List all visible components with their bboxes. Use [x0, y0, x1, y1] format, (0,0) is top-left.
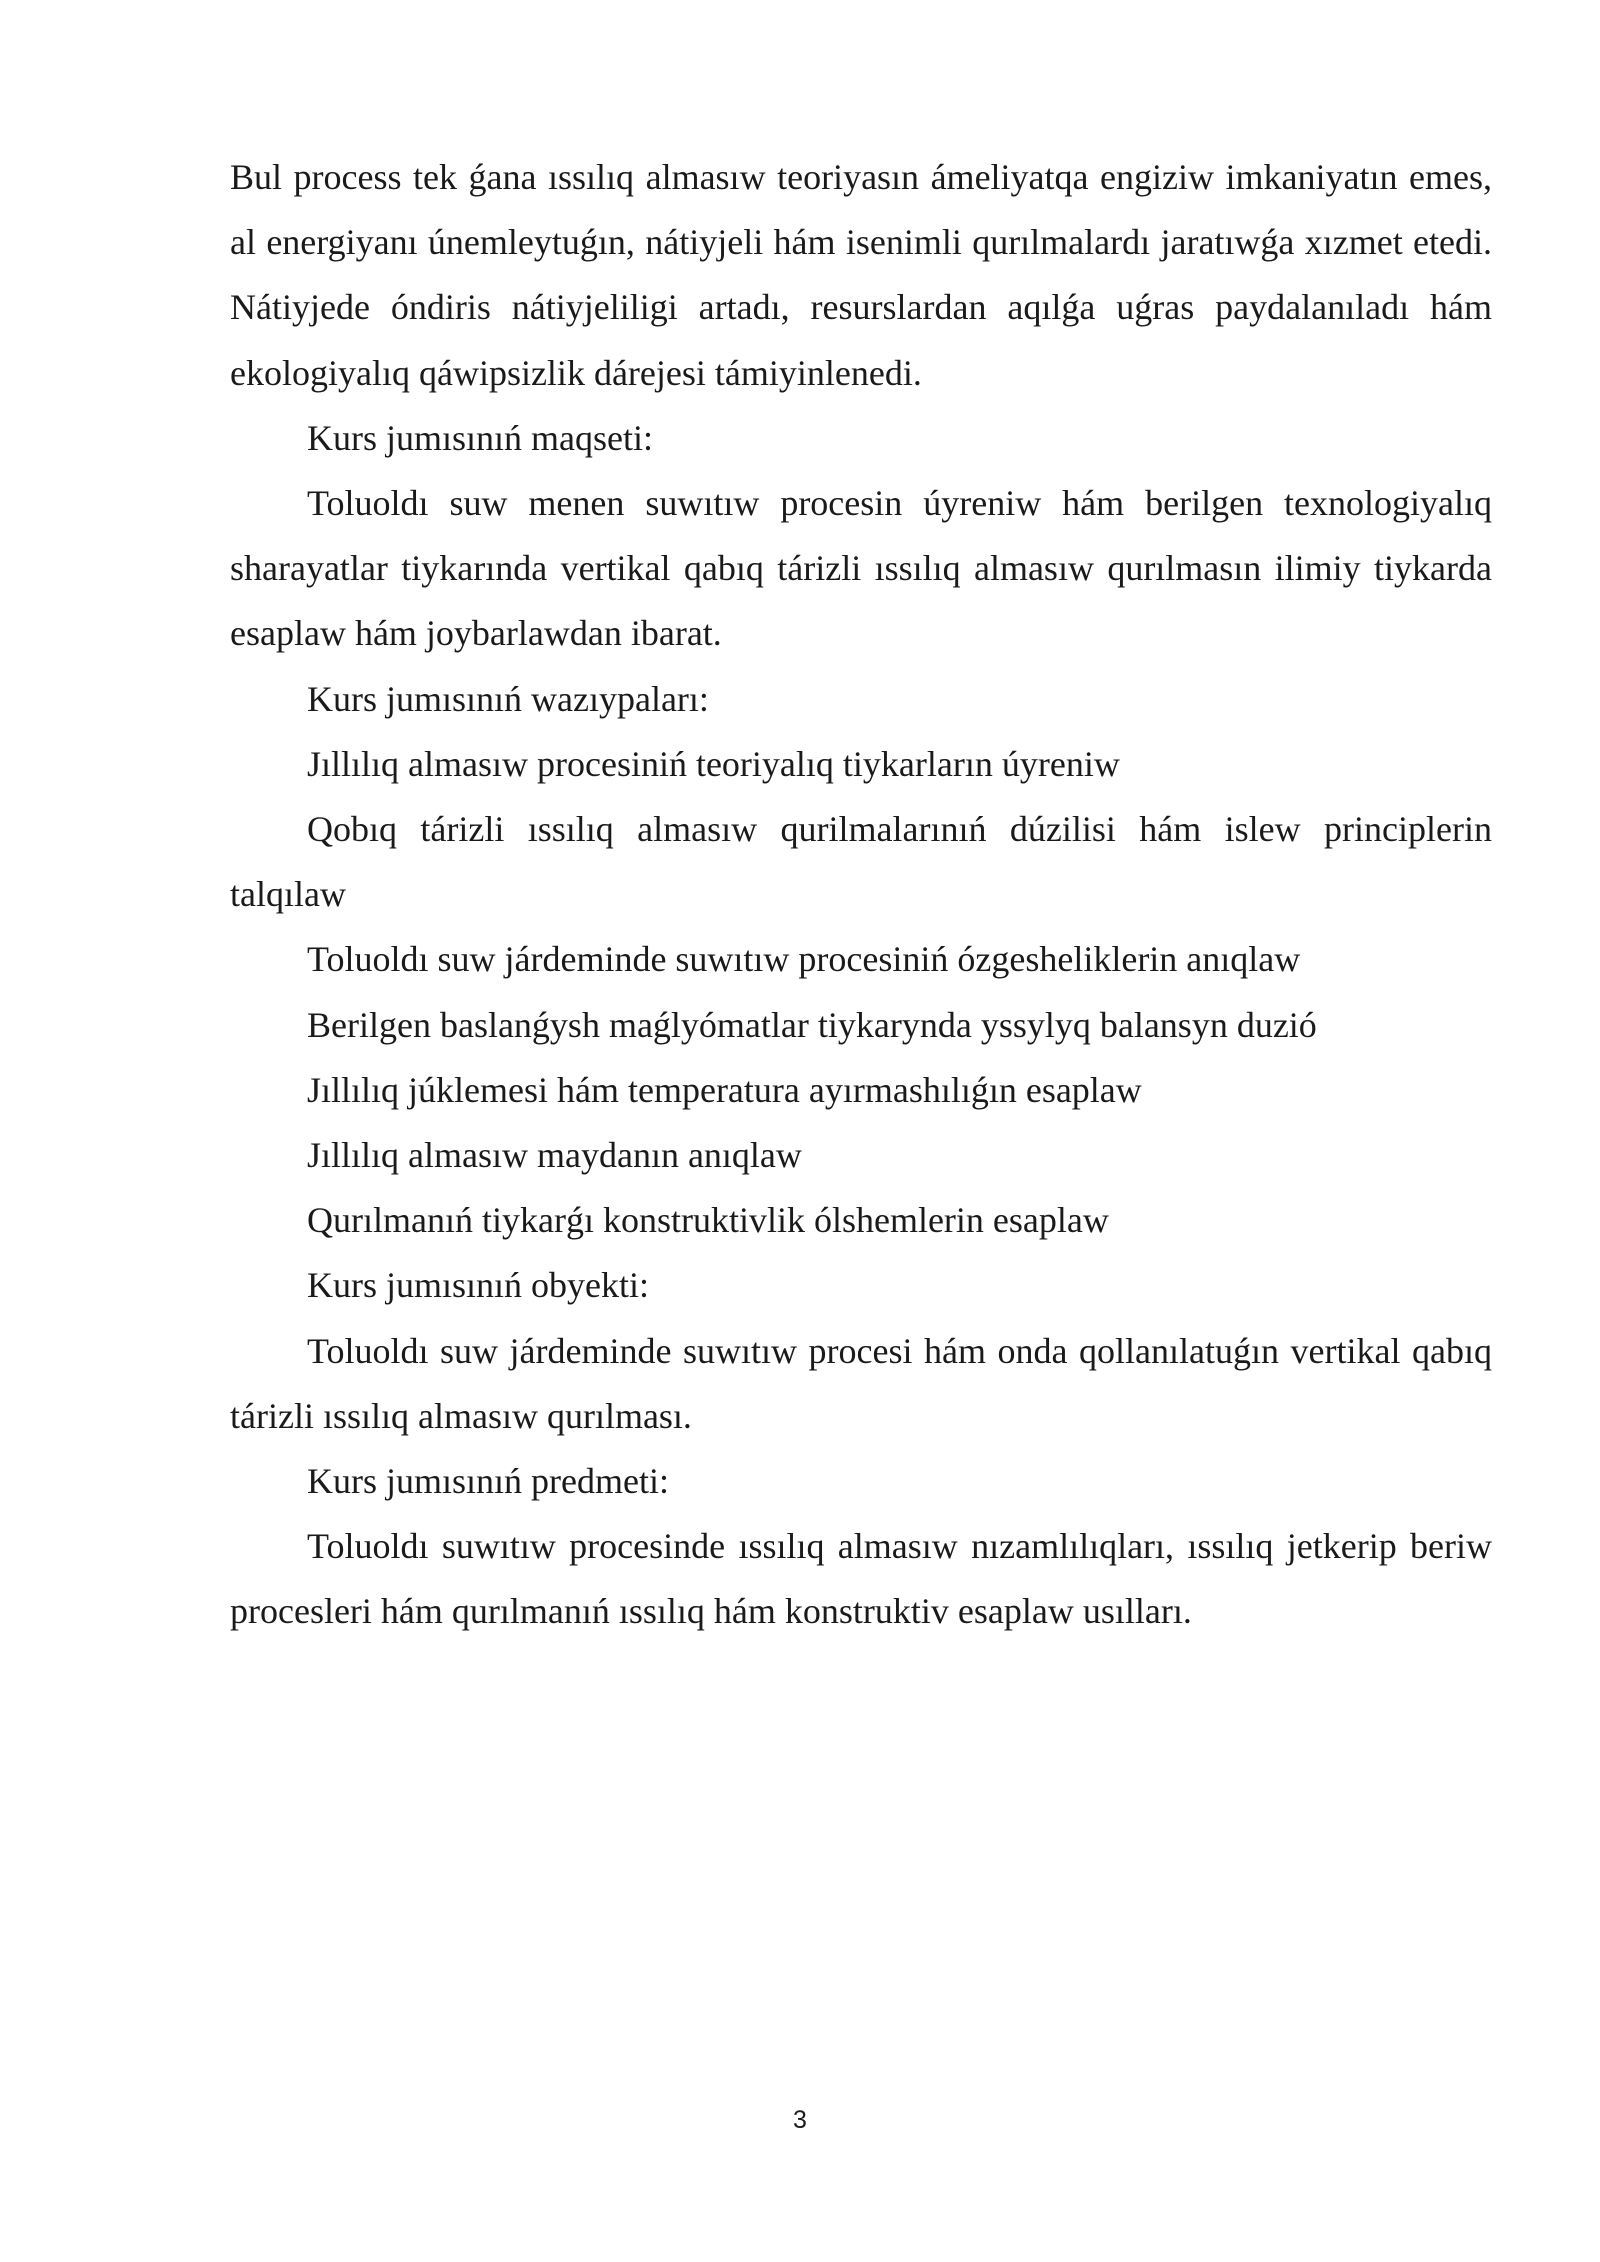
page-body: [230, 145, 1492, 1645]
heading-subject: Kurs jumısınıń predmeti:: [307, 1461, 669, 1502]
heading-goal: Kurs jumısınıń maqseti:: [307, 417, 653, 458]
task-item: Berilgen baslanǵysh maǵlyómatlar tiykarynda yssylyq balansyn duzió: [307, 1004, 1317, 1045]
task-item: Qobıq tárizli ıssılıq almasıw qurilmalarınıń dúzilisi hám islew principlerin talqılaw: [230, 809, 1492, 915]
paragraph-subject: Toluoldı suwıtıw procesinde ıssılıq almasıw nızamlılıqları, ıssılıq jetkerip beriw procesleri hám qurılmanıń ıssılıq hám konstruktiv esaplaw usılları.: [230, 1526, 1492, 1632]
task-item: Jıllılıq almasıw procesiniń teoriyalıq tiykarların úyreniw: [307, 743, 1120, 784]
paragraph-intro: Bul process tek ǵana ıssılıq almasıw teoriyasın ámeliyatqa engiziw imkaniyatın emes, al energiyanı únemleytuǵın, nátiyjeli hám isenimli qurılmalardı jaratıwǵa xızmet etedi. Nátiyjede óndiris nátiyjeliligi artadı, resurslardan aqılǵa uǵras paydalanıladı hám ekologiyalıq qáwipsizlik dárejesi támiyinlenedi.: [230, 157, 1492, 393]
heading-object: Kurs jumısınıń obyekti:: [307, 1265, 649, 1306]
paragraph-goal: Toluoldı suw menen suwıtıw procesin úyreniw hám berilgen texnologiyalıq sharayatlar tiykarında vertikal qabıq tárizli ıssılıq almasıw qurılmasın ilimiy tiykarda esaplaw hám joybarlawdan ibarat.: [230, 483, 1492, 654]
task-item: Qurılmanıń tiykarǵı konstruktivlik ólshemlerin esaplaw: [307, 1200, 1109, 1241]
heading-tasks: Kurs jumısınıń wazıypaları:: [307, 678, 709, 719]
task-item: Jıllılıq almasıw maydanın anıqlaw: [307, 1135, 802, 1176]
paragraph-object: Toluoldı suw járdeminde suwıtıw procesi hám onda qollanılatuǵın vertikal qabıq tárizli ıssılıq almasıw qurılması.: [230, 1330, 1492, 1436]
task-item: Jıllılıq júklemesi hám temperatura ayırmashılıǵın esaplaw: [307, 1069, 1142, 1110]
page-number: 3: [793, 2106, 807, 2134]
task-item: Toluoldı suw járdeminde suwıtıw procesiniń ózgesheliklerin anıqlaw: [307, 939, 1301, 980]
